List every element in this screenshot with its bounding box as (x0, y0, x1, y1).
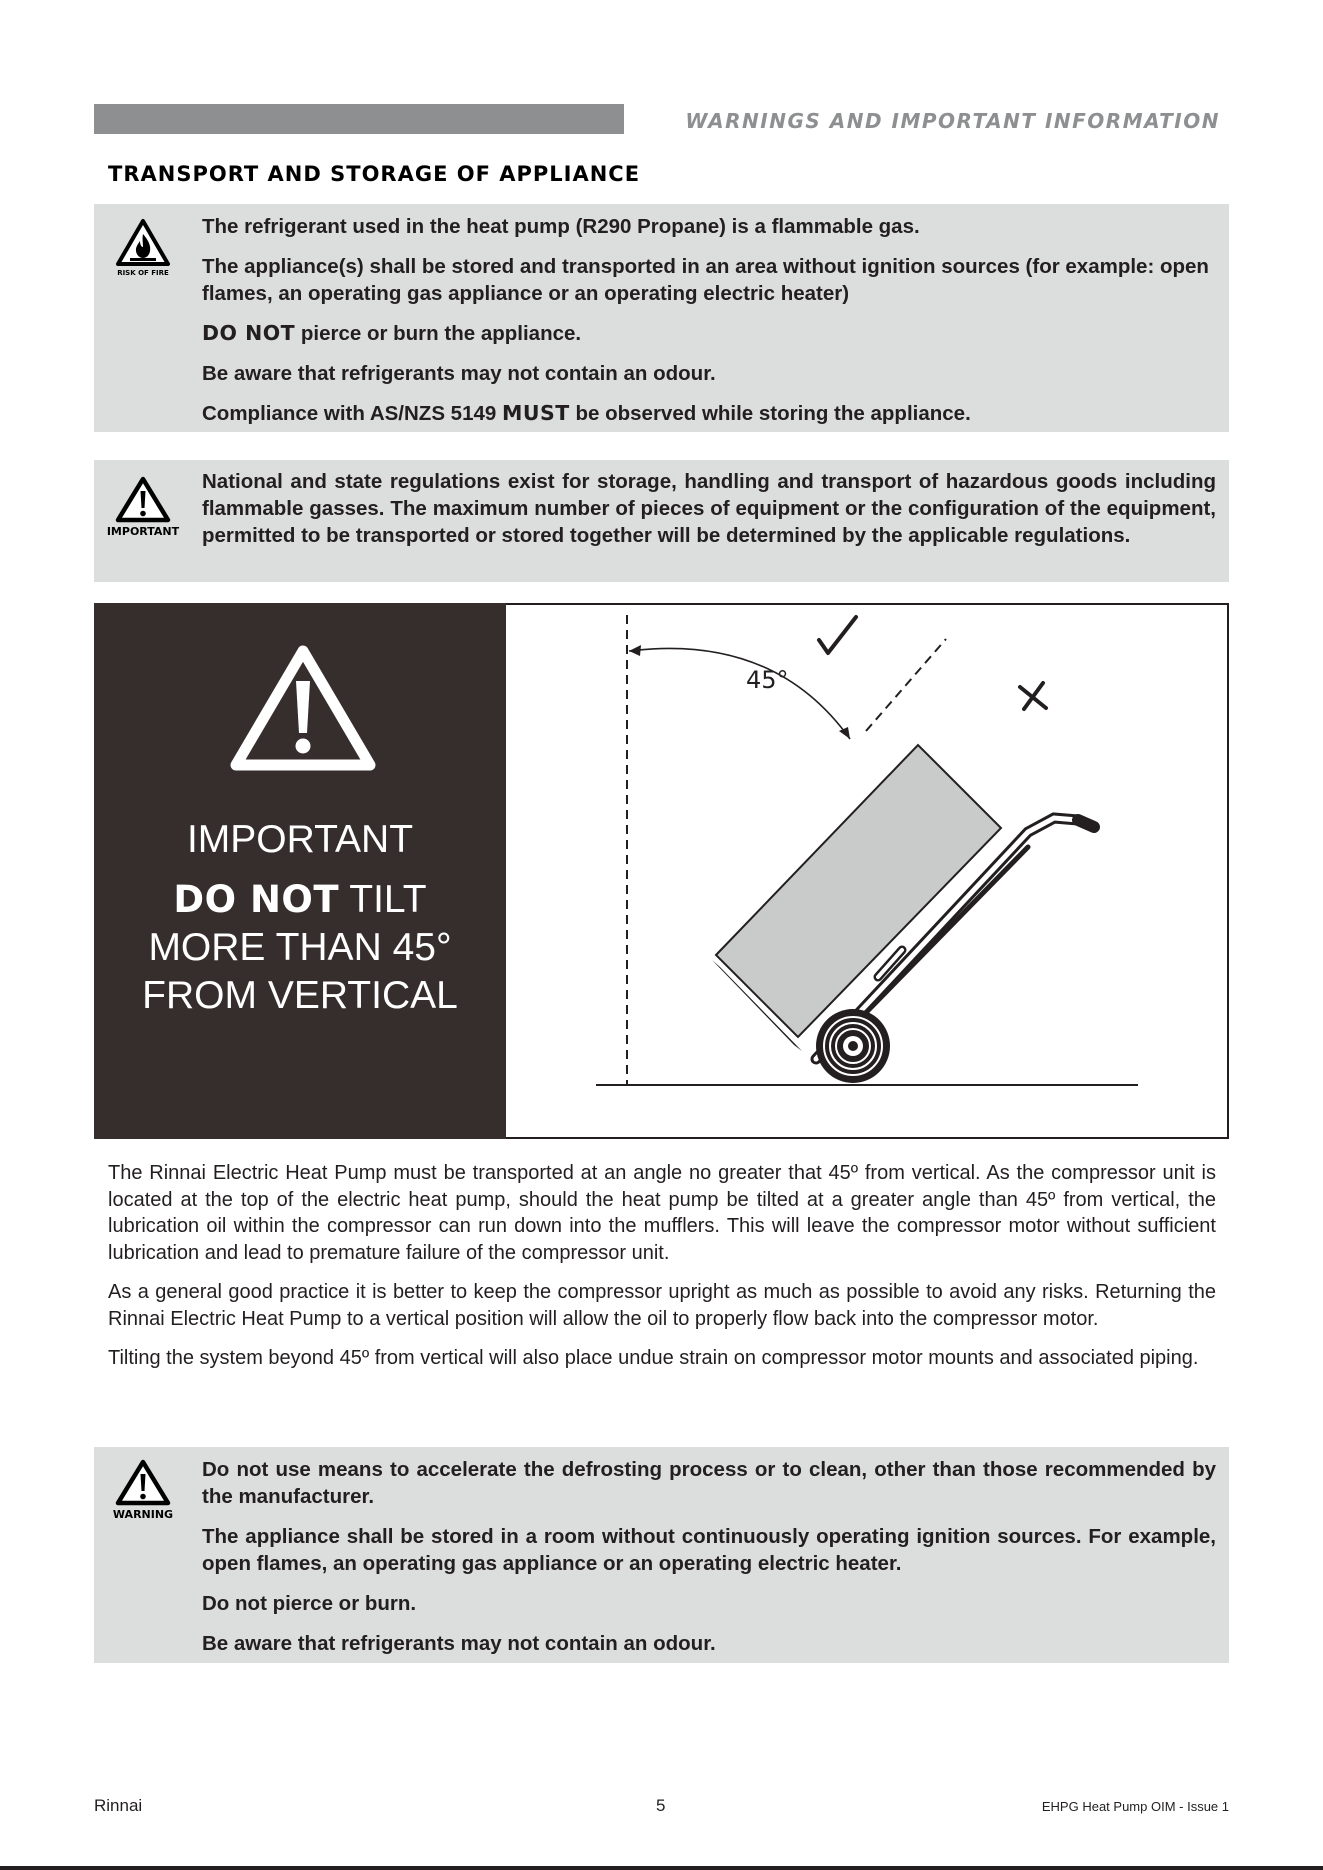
warning-text-p1: Do not use means to accelerate the defrosting process or to clean, other than those recommended by the manufacturer. (202, 1458, 1216, 1508)
angle-label: 45° (746, 666, 789, 694)
risk-of-fire-icon (115, 218, 171, 268)
tilt-panel-line2: MORE THAN 45° (148, 926, 452, 969)
risk-of-fire-box (94, 204, 1229, 432)
do-not-keyword: DO NOT (202, 321, 296, 345)
check-icon (819, 617, 856, 653)
body-paragraph-1: The Rinnai Electric Heat Pump must be transported at an angle no greater that 45º from vertical. As the compressor unit is located at the top of the electric heat pump, should the heat pump be tilted at a greater angle than 45º from vertical, the lubrication oil within the compressor can run down into the mufflers. This will leave the compressor motor without sufficient lubrication and lead to premature failure of the compressor unit. (108, 1162, 1216, 1264)
important-badge (104, 476, 182, 538)
important-caption: IMPORTANT (106, 525, 180, 538)
page-header-title: WARNINGS AND IMPORTANT INFORMATION (685, 109, 1220, 133)
important-text-block (202, 468, 1216, 562)
risk-of-fire-caption: RISK OF FIRE (117, 269, 169, 277)
important-text: National and state regulations exist for storage, handling and transport of hazardous goods including flammable gasses. The maximum number of pieces of equipment or the configuration of the equipment, permitted to be transported or stored together will be determined by the applicable regulations. (202, 470, 1216, 547)
bottom-rule (0, 1866, 1323, 1870)
warning-badge (104, 1459, 182, 1521)
fire-text-p4: Be aware that refrigerants may not contain an odour. (202, 362, 716, 385)
footer-document: EHPG Heat Pump OIM - Issue 1 (1041, 1799, 1229, 1814)
fire-text-p3-rest: pierce or burn the appliance. (295, 322, 582, 345)
tilt-panel-line1-rest: TILT (339, 878, 427, 921)
warning-triangle-icon (228, 643, 378, 773)
footer-page-number: 5 (656, 1796, 666, 1815)
warning-caption: WARNING (112, 1508, 174, 1521)
body-text (108, 1160, 1216, 1385)
warning-box (94, 1447, 1229, 1663)
cross-icon (1020, 683, 1046, 709)
fire-text-p2: The appliance(s) shall be stored and transported in an area without ignition sources (for example: open flames, an operating gas appliance or an operating electric heater) (202, 255, 1209, 305)
tilt-diagram (506, 603, 1229, 1139)
tilt-diagram-svg (506, 605, 1227, 1137)
fire-text-p5 (202, 400, 1216, 427)
fire-text-p5-after: be observed while storing the appliance. (569, 402, 971, 425)
header-bar (94, 104, 624, 134)
tilt-warning-panel (94, 603, 506, 1139)
limit-line-45 (866, 639, 946, 731)
body-paragraph-2: As a general good practice it is better to keep the compressor upright as much as possible to avoid any risks. Returning the Rinnai Electric Heat Pump to a vertical position will allow the oil to properly flow back into the compressor motor. (108, 1281, 1216, 1330)
section-title: TRANSPORT AND STORAGE OF APPLIANCE (108, 162, 641, 186)
tilt-panel-line1 (94, 878, 506, 922)
angle-arc (629, 648, 850, 739)
fire-text-p5-before: Compliance with AS/NZS 5149 (202, 402, 502, 425)
warning-text-p4: Be aware that refrigerants may not contain an odour. (202, 1632, 716, 1655)
fire-text-p3 (202, 320, 1216, 347)
footer-brand: Rinnai (94, 1796, 143, 1815)
tilt-do-not-keyword: DO NOT (173, 878, 340, 921)
warning-triangle-icon (115, 1459, 171, 1507)
fire-text-p1: The refrigerant used in the heat pump (R290 Propane) is a flammable gas. (202, 215, 920, 238)
body-paragraph-3: Tilting the system beyond 45º from vertical will also place undue strain on compressor motor mounts and associated piping. (108, 1347, 1199, 1369)
risk-of-fire-badge (104, 218, 182, 277)
risk-of-fire-text (202, 213, 1216, 440)
tilt-panel-title: IMPORTANT (186, 818, 414, 861)
warning-triangle-icon (115, 476, 171, 524)
wheel (816, 1009, 890, 1083)
warning-text (202, 1456, 1216, 1670)
important-box (94, 460, 1229, 582)
tilt-panel-line3: FROM VERTICAL (142, 974, 458, 1017)
appliance-body (716, 745, 1001, 1037)
warning-text-p3: Do not pierce or burn. (202, 1592, 417, 1615)
warning-text-p2: The appliance shall be stored in a room without continuously operating ignition sources. For example, open flames, an operating gas appliance or an operating electric heater. (202, 1525, 1216, 1575)
must-keyword: MUST (501, 401, 570, 425)
